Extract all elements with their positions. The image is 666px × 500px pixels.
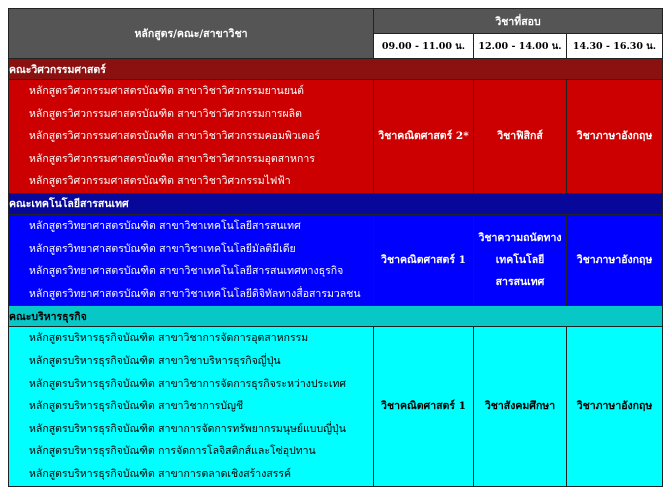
program-column-header: หลักสูตร/คณะ/สาขาวิชา: [9, 9, 374, 59]
subject-slot-2: วิชาฟิสิกส์: [474, 80, 567, 194]
subject-slot-3: วิชาภาษาอังกฤษ: [567, 80, 663, 194]
exam-schedule-table: [8, 8, 663, 487]
program-item: หลักสูตรวิทยาศาสตรบัณฑิต สาขาวิชาเทคโนโลยีสารสนเทศ: [29, 219, 301, 232]
subject-slot-3: วิชาภาษาอังกฤษ: [567, 214, 663, 305]
program-item: หลักสูตรวิทยาศาสตรบัณฑิต สาขาวิชาเทคโนโลยีสารสนเทศทางธุรกิจ: [29, 265, 344, 278]
subject-slot-1: วิชาคณิตศาสตร์ 1: [374, 214, 474, 305]
faculty-information-technology: [9, 193, 663, 305]
program-item: หลักสูตรบริหารธุรกิจบัณฑิต การจัดการโลจิสติกส์และโซ่อุปทาน: [29, 445, 316, 458]
faculty-business-administration: [9, 306, 663, 486]
program-item: หลักสูตรบริหารธุรกิจบัณฑิต สาขาวิชาการจัดการธุรกิจระหว่างประเทศ: [29, 377, 347, 390]
program-item: หลักสูตรวิศวกรรมศาสตรบัณฑิต สาขาวิชาวิศวกรรมยานยนต์: [29, 85, 304, 97]
time-slot-1: 09.00 - 11.00 น.: [374, 34, 474, 59]
program-item: หลักสูตรวิศวกรรมศาสตรบัณฑิต สาขาวิชาวิศวกรรมไฟฟ้า: [29, 175, 291, 188]
program-list: [9, 80, 374, 194]
program-item: หลักสูตรบริหารธุรกิจบัณฑิต สาขาวิชาบริหารธุรกิจญี่ปุ่น: [29, 354, 281, 367]
program-item: หลักสูตรบริหารธุรกิจบัณฑิต สาขาการจัดการทรัพยากรมนุษย์แบบญี่ปุ่น: [29, 422, 346, 435]
subject-slot-2: วิชาสังคมศึกษา: [474, 327, 567, 486]
program-item: หลักสูตรบริหารธุรกิจบัณฑิต สาขาวิชาการจัดการอุตสาหกรรม: [29, 332, 309, 345]
program-item: หลักสูตรวิศวกรรมศาสตรบัณฑิต สาขาวิชาวิศวกรรมอุตสาหการ: [29, 152, 315, 165]
program-list: [9, 214, 374, 305]
exam-subjects-header: วิชาที่สอบ: [374, 9, 663, 34]
time-slot-3: 14.30 - 16.30 น.: [567, 34, 663, 59]
program-item: หลักสูตรบริหารธุรกิจบัณฑิต สาขาวิชาการบัญชี: [29, 400, 244, 413]
faculty-name: คณะบริหารธุรกิจ: [9, 306, 663, 327]
subject-slot-1: วิชาคณิตศาสตร์ 1: [374, 327, 474, 486]
program-item: หลักสูตรบริหารธุรกิจบัณฑิต สาขาการตลาดเชิงสร้างสรรค์: [29, 467, 292, 480]
subject-slot-2: วิชาความถนัดทางเทคโนโลยีสารสนเทศ: [474, 214, 567, 305]
program-list: [9, 327, 374, 486]
program-item: หลักสูตรวิทยาศาสตรบัณฑิต สาขาวิชาเทคโนโลยีดิจิทัลทางสื่อสารมวลชน: [29, 287, 361, 300]
program-item: หลักสูตรวิทยาศาสตรบัณฑิต สาขาวิชาเทคโนโลยีมัลติมีเดีย: [29, 242, 296, 255]
time-slot-2: 12.00 - 14.00 น.: [474, 34, 567, 59]
program-item: หลักสูตรวิศวกรรมศาสตรบัณฑิต สาขาวิชาวิศวกรรมการผลิต: [29, 107, 302, 120]
subject-slot-1: วิชาคณิตศาสตร์ 2*: [374, 80, 474, 194]
program-item: หลักสูตรวิศวกรรมศาสตรบัณฑิต สาขาวิชาวิศวกรรมคอมพิวเตอร์: [29, 130, 321, 143]
faculty-name: คณะวิศวกรรมศาสตร์: [9, 59, 663, 80]
faculty-engineering: [9, 59, 663, 194]
faculty-name: คณะเทคโนโลยีสารสนเทศ: [9, 193, 663, 214]
subject-slot-3: วิชาภาษาอังกฤษ: [567, 327, 663, 486]
